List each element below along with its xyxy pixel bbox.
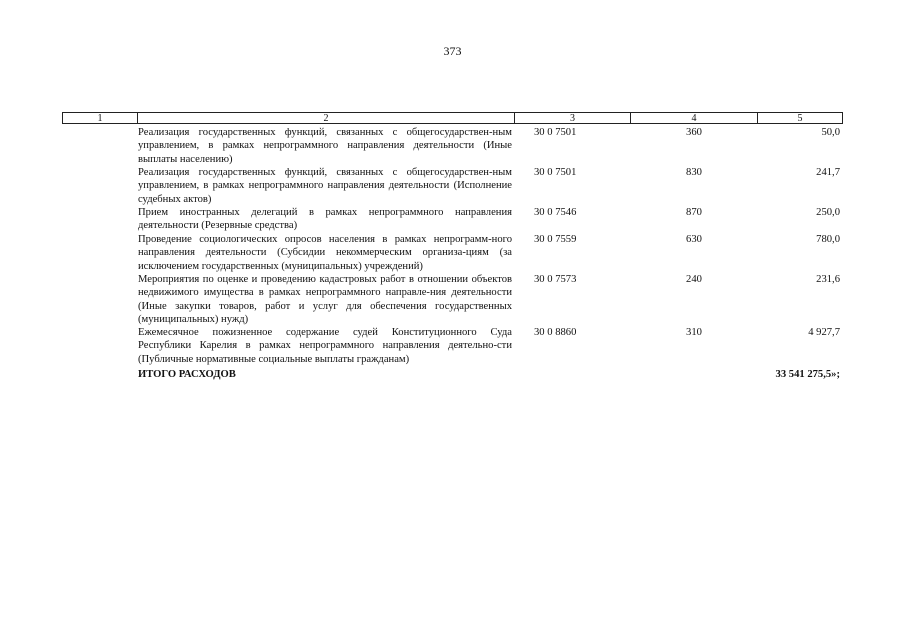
header-col-3: 3 (515, 113, 631, 123)
table-row (62, 166, 843, 206)
row-description: Ежемесячное пожизненное содержание судей Конституционного Суда Республики Карелия в рамках непрограммного направления деятельно-сти (Публичные нормативные социальные выплаты гражданам) (138, 327, 512, 365)
header-col-1: 1 (63, 113, 138, 123)
row-type: 360 (686, 127, 702, 138)
row-code: 30 0 7559 (534, 234, 577, 245)
table-row (62, 126, 843, 166)
row-type: 630 (686, 234, 702, 245)
row-code: 30 0 8860 (534, 327, 577, 338)
row-amount: 250,0 (816, 207, 840, 218)
row-description: Мероприятия по оценке и проведению кадастровых работ в отношении объектов недвижимого имущества в рамках непрограммного направле-ния деятельности (Иные закупки товаров, работ и услуг для обеспечения государственных (муниципальных) нужд) (138, 274, 512, 325)
total-label: ИТОГО РАСХОДОВ (138, 369, 236, 380)
row-amount: 241,7 (816, 167, 840, 178)
header-col-5: 5 (797, 113, 803, 124)
row-description: Реализация государственных функций, связанных с общегосударствен-ным управлением, в рамках непрограммного направления деятельности (Иные выплаты населению) (138, 127, 512, 165)
table-body (62, 126, 843, 366)
row-type: 870 (686, 207, 702, 218)
row-description: Реализация государственных функций, связанных с общегосударствен-ным управлением, в рамках непрограммного направления деятельности (Исполнение судебных актов) (138, 167, 512, 205)
row-code: 30 0 7501 (534, 167, 577, 178)
row-amount: 231,6 (816, 274, 840, 285)
row-type: 240 (686, 274, 702, 285)
row-description: Прием иностранных делегаций в рамках непрограммного направления деятельности (Резервные средства) (138, 207, 512, 232)
header-col-2: 2 (138, 113, 515, 123)
row-code: 30 0 7501 (534, 127, 577, 138)
row-code: 30 0 7573 (534, 274, 577, 285)
table-row (62, 206, 843, 233)
row-type: 310 (686, 327, 702, 338)
row-amount: 4 927,7 (808, 327, 840, 338)
row-amount: 50,0 (821, 127, 840, 138)
table-header (62, 112, 843, 124)
row-description: Проведение социологических опросов населения в рамках непрограмм-ного направления деятельности (Субсидии некоммерческим организа-циям (за исключением государственных (муниципальных) учреждений) (138, 234, 512, 272)
header-col-4: 4 (631, 113, 758, 123)
page-number: 373 (443, 44, 462, 58)
row-code: 30 0 7546 (534, 207, 577, 218)
table-row (62, 273, 843, 326)
table-total-row (62, 369, 843, 383)
table-row (62, 326, 843, 366)
row-amount: 780,0 (816, 234, 840, 245)
total-value: 33 541 275,5»; (775, 369, 840, 380)
row-type: 830 (686, 167, 702, 178)
table-row (62, 233, 843, 273)
